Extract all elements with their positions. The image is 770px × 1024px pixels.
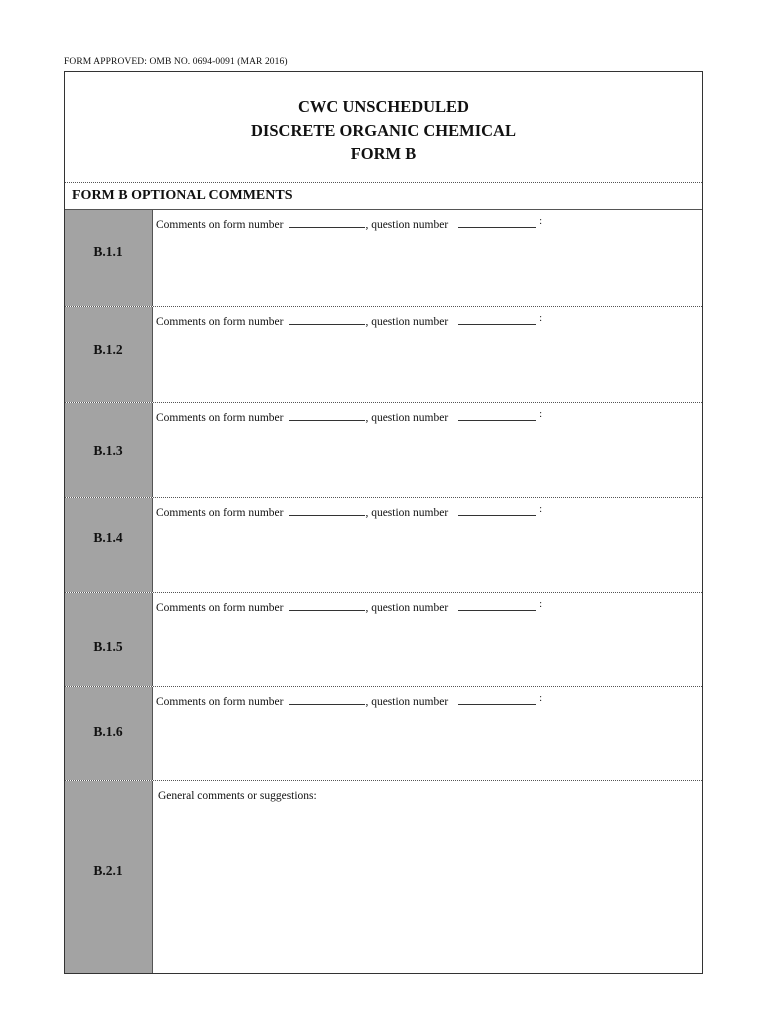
- question-number-field[interactable]: [458, 226, 536, 228]
- row-label: B.1.1: [93, 244, 123, 259]
- question-number-field[interactable]: [458, 703, 536, 705]
- comment-prompt: [156, 409, 542, 424]
- form-frame: [64, 71, 703, 974]
- comment-prompt: [156, 504, 542, 519]
- comment-prompt: [156, 216, 542, 231]
- section-heading: [65, 183, 702, 210]
- row-label-cell: [65, 210, 153, 306]
- question-number-label: , question number: [365, 219, 449, 231]
- comment-row-b-1-5: [65, 593, 702, 687]
- row-label-cell: [65, 307, 153, 402]
- comment-row-b-1-1: [65, 210, 702, 307]
- form-number-field[interactable]: [289, 419, 365, 421]
- comment-prompt: [156, 599, 542, 614]
- comment-row-b-1-4: [65, 498, 702, 593]
- row-label-cell: [65, 593, 153, 686]
- comment-prompt: [156, 313, 542, 328]
- colon: :: [539, 216, 542, 227]
- row-label: B.1.6: [93, 724, 123, 739]
- form-number-field[interactable]: [289, 226, 365, 228]
- form-number-label: Comments on form number: [156, 696, 284, 708]
- question-number-field[interactable]: [458, 419, 536, 421]
- question-number-label: , question number: [365, 412, 449, 424]
- row-label: B.2.1: [93, 863, 123, 878]
- form-number-label: Comments on form number: [156, 316, 284, 328]
- row-label-cell: [65, 687, 153, 780]
- form-approval-notice: FORM APPROVED: OMB NO. 0694-0091 (MAR 2016): [64, 57, 288, 67]
- form-number-field[interactable]: [289, 609, 365, 611]
- row-label: B.1.4: [93, 530, 123, 545]
- row-label-cell: [65, 403, 153, 497]
- row-label: B.1.3: [93, 443, 123, 458]
- row-label-cell: [65, 781, 153, 973]
- form-number-label: Comments on form number: [156, 602, 284, 614]
- comment-row-b-1-2: [65, 307, 702, 403]
- comment-row-b-1-6: [65, 687, 702, 781]
- question-number-label: , question number: [365, 507, 449, 519]
- form-title-line-2: DISCRETE ORGANIC CHEMICAL: [251, 120, 516, 140]
- comment-prompt: [156, 693, 542, 708]
- form-number-label: Comments on form number: [156, 507, 284, 519]
- row-label: B.1.2: [93, 342, 123, 357]
- colon: :: [539, 409, 542, 420]
- form-number-field[interactable]: [289, 514, 365, 516]
- question-number-label: , question number: [365, 316, 449, 328]
- form-header: [65, 72, 702, 183]
- general-comments-row: [65, 781, 702, 973]
- question-number-field[interactable]: [458, 514, 536, 516]
- question-number-label: , question number: [365, 602, 449, 614]
- form-title-line-3: FORM B: [350, 144, 417, 163]
- form-number-field[interactable]: [289, 323, 365, 325]
- form-number-label: Comments on form number: [156, 412, 284, 424]
- colon: :: [539, 313, 542, 324]
- form-title-line-1: CWC UNSCHEDULED: [298, 97, 469, 116]
- colon: :: [539, 504, 542, 515]
- question-number-label: , question number: [365, 696, 449, 708]
- form-number-field[interactable]: [289, 703, 365, 705]
- row-label-cell: [65, 498, 153, 592]
- section-heading-text: FORM B OPTIONAL COMMENTS: [72, 188, 293, 203]
- question-number-field[interactable]: [458, 323, 536, 325]
- form-number-label: Comments on form number: [156, 219, 284, 231]
- colon: :: [539, 693, 542, 704]
- question-number-field[interactable]: [458, 609, 536, 611]
- colon: :: [539, 599, 542, 610]
- comment-row-b-1-3: [65, 403, 702, 498]
- general-comments-prompt: General comments or suggestions:: [158, 790, 317, 802]
- row-label: B.1.5: [93, 639, 123, 654]
